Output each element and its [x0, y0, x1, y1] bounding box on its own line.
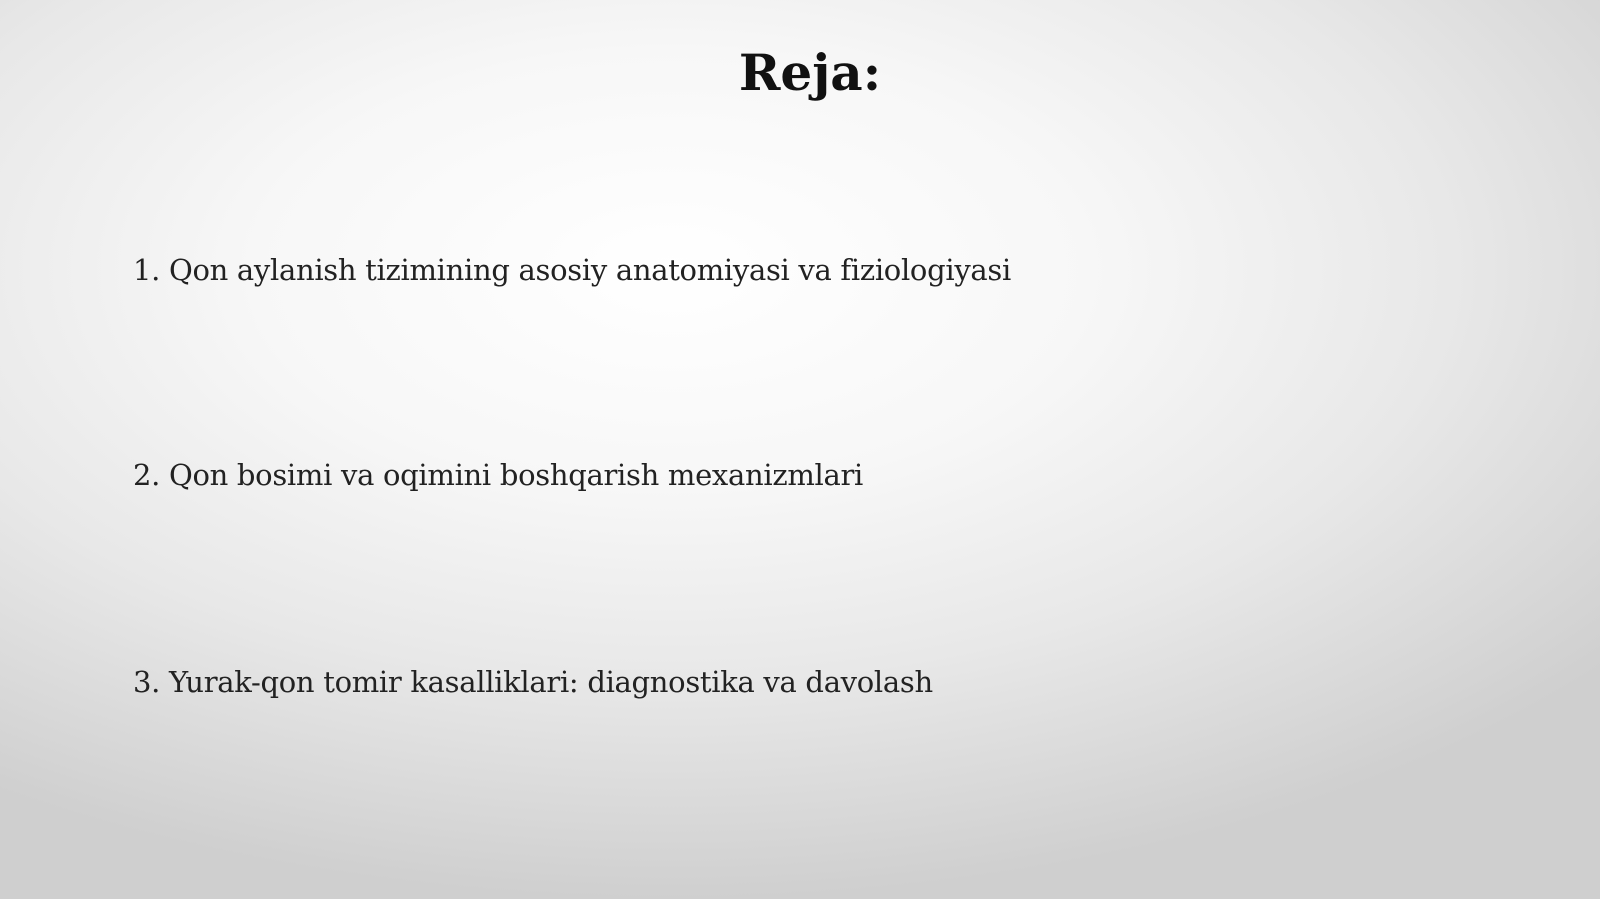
agenda-item-2: 2. Qon bosimi va oqimini boshqarish mexanizmlari	[133, 458, 864, 492]
agenda-item-1: 1. Qon aylanish tizimining asosiy anatomiyasi va fiziologiyasi	[133, 253, 1011, 287]
slide-title: Reja:	[738, 43, 882, 102]
agenda-item-3: 3. Yurak-qon tomir kasalliklari: diagnostika va davolash	[133, 665, 933, 699]
